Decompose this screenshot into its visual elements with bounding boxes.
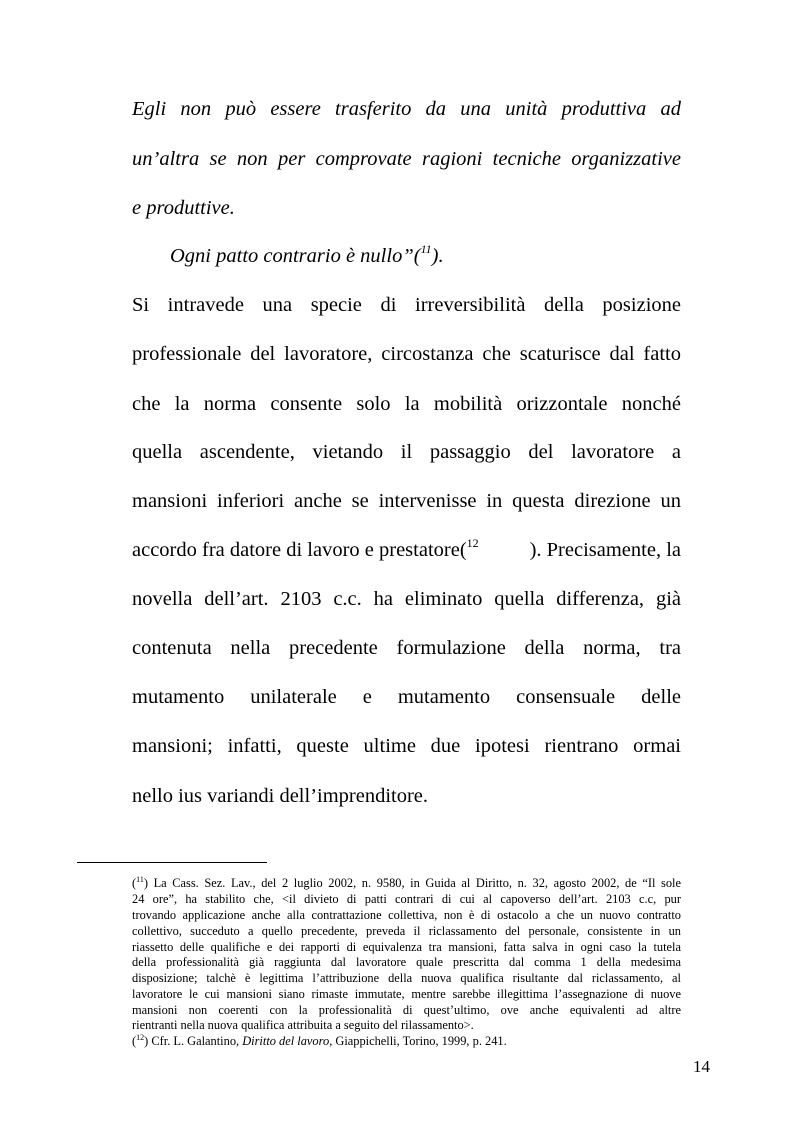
- body-line-2: professionale del lavoratore, circostanza che scaturisce dal fatto: [132, 343, 681, 365]
- footnote-11-line-9: mansioni non coerenti con la professionalità di quest’ultimo, ove anche equivalenti ad altre: [132, 1003, 681, 1017]
- body-line-9: mutamento unilaterale e mutamento consensuale delle: [132, 686, 681, 708]
- footnote-12-number: 12: [136, 1033, 145, 1042]
- footnote-11-line-5: riassetto delle qualifiche e dei rapporti di equivalenza tra mansioni, fatta salva in ogni caso la tutela: [132, 940, 681, 954]
- body-line-4: quella ascendente, vietando il passaggio del lavoratore a: [132, 441, 681, 463]
- body-line-8: contenuta nella precedente formulazione della norma, tra: [132, 637, 681, 659]
- footnote-11-line-8: lavoratore le cui mansioni siano rimaste immutate, mentre sarebbe illegittima l’assegnazione di nuove: [132, 987, 681, 1001]
- quote-text: Ogni patto contrario è nullo”(: [170, 245, 421, 267]
- quote-close: ).: [431, 245, 444, 267]
- footnote-12: ($^{12}$) Cfr. L. Galantino, Diritto del lavoro, Giappichelli, Torino, 1999, p. 241.: [132, 1033, 507, 1048]
- footnote-11-line-10: rientranti nella nuova qualifica attribuita a seguito del rilassamento>.: [132, 1018, 474, 1032]
- footnote-11-line-7: disposizione; talchè è legittima l’attribuzione della nuova qualifica risultante dal riclassamento, al: [132, 971, 681, 985]
- body-line-1: Si intravede una specie di irreversibilità della posizione: [132, 294, 681, 316]
- body-line-10: mansioni; infatti, queste ultime due ipotesi rientrano ormai: [132, 735, 681, 757]
- footnote-11-line-1: ($^{11}$) La Cass. Sez. Lav., del 2 luglio 2002, n. 9580, in Guida al Diritto, n. 32, agosto 2002, de “Il sole: [132, 875, 681, 890]
- footnote-11-number: 11: [136, 875, 144, 884]
- footnote-11-line-2: 24 ore”, ha stabilito che, <il divieto di patti contrari di cui al capoverso dell’art. 2103 c.c, pur: [132, 892, 681, 906]
- body-line-11: nello ius variandi dell’imprenditore.: [132, 785, 429, 807]
- footnote-divider: [77, 862, 267, 863]
- quote-line-1: Egli non può essere trasferito da una unità produttiva ad: [132, 98, 681, 120]
- body-line-7: novella dell’art. 2103 c.c. ha eliminato quella differenza, già: [132, 588, 681, 610]
- footnote-ref-11[interactable]: 11: [420, 242, 432, 256]
- body-line-5: mansioni inferiori anche se intervenisse in questa direzione un: [132, 490, 681, 512]
- footnote-11-line-4: collettivo, succeduto a quello precedente, preveda il riclassamento del personale, consistente in un: [132, 924, 681, 938]
- quote-line-4: [170, 242, 444, 267]
- footnote-11-line-3: trovando applicazione anche alla contrattazione collettiva, non è di ostacolo a che un nuovo contratto: [132, 908, 681, 922]
- body-line-6-start: accordo fra datore di lavoro e prestatore($^{12}$: [132, 536, 479, 561]
- body-line-6-end: ). Precisamente, la: [529, 539, 681, 561]
- footnote-11-line-6: della professionalità già raggiunta dal lavoratore quale prescritta dal comma 1 della medesima: [132, 955, 681, 969]
- footnote-ref-12[interactable]: 12: [466, 536, 479, 550]
- page-number: 14: [693, 1057, 710, 1076]
- quote-line-2: un’altra se non per comprovate ragioni tecniche organizzative: [132, 148, 681, 170]
- body-line-6: [132, 536, 681, 561]
- body-line-3: che la norma consente solo la mobilità orizzontale nonché: [132, 393, 681, 415]
- book-title: Diritto del lavoro: [242, 1034, 330, 1048]
- quote-line-3: e produttive.: [132, 197, 235, 219]
